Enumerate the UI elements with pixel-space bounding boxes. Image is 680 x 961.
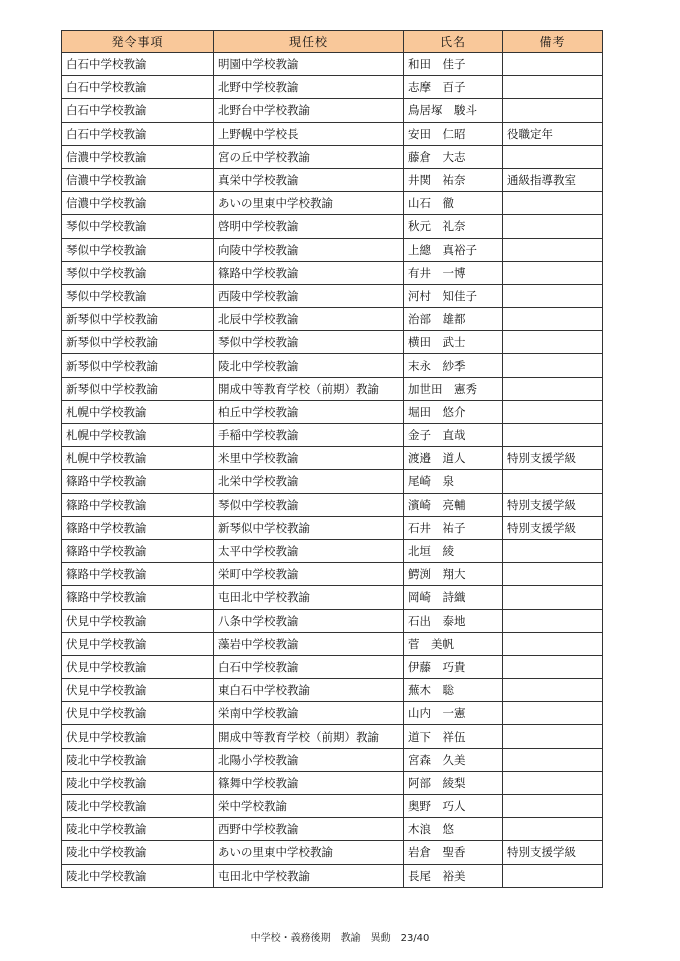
table-row — [62, 215, 603, 238]
table-row — [62, 702, 603, 725]
cell-name: 横田 武士 — [404, 331, 503, 354]
cell-remarks — [503, 539, 603, 562]
cell-assignment: 篠路中学校教諭 — [62, 516, 214, 539]
cell-remarks — [503, 748, 603, 771]
cell-name: 石井 祐子 — [404, 516, 503, 539]
cell-assignment: 信濃中学校教諭 — [62, 145, 214, 168]
cell-assignment: 陵北中学校教諭 — [62, 748, 214, 771]
cell-current-school: 篠舞中学校教諭 — [214, 771, 404, 794]
cell-current-school: 啓明中学校教諭 — [214, 215, 404, 238]
cell-remarks: 特別支援学級 — [503, 516, 603, 539]
table-row — [62, 563, 603, 586]
cell-assignment: 札幌中学校教諭 — [62, 447, 214, 470]
table-row — [62, 655, 603, 678]
cell-assignment: 伏見中学校教諭 — [62, 632, 214, 655]
cell-remarks — [503, 76, 603, 99]
cell-current-school: 柏丘中学校教諭 — [214, 400, 404, 423]
table-row — [62, 493, 603, 516]
cell-name: 宮森 久美 — [404, 748, 503, 771]
cell-current-school: あいの里東中学校教諭 — [214, 192, 404, 215]
cell-remarks — [503, 53, 603, 76]
cell-name: 有井 一博 — [404, 261, 503, 284]
cell-remarks — [503, 563, 603, 586]
table-row — [62, 331, 603, 354]
cell-remarks — [503, 145, 603, 168]
cell-remarks — [503, 192, 603, 215]
cell-name: 和田 佳子 — [404, 53, 503, 76]
table-row — [62, 818, 603, 841]
cell-assignment: 伏見中学校教諭 — [62, 679, 214, 702]
cell-current-school: あいの里東中学校教諭 — [214, 841, 404, 864]
cell-name: 山石 徹 — [404, 192, 503, 215]
cell-remarks — [503, 377, 603, 400]
cell-remarks — [503, 424, 603, 447]
cell-current-school: 藻岩中学校教諭 — [214, 632, 404, 655]
cell-remarks — [503, 238, 603, 261]
table-body — [62, 53, 603, 888]
cell-assignment: 琴似中学校教諭 — [62, 261, 214, 284]
cell-assignment: 新琴似中学校教諭 — [62, 331, 214, 354]
cell-assignment: 札幌中学校教諭 — [62, 424, 214, 447]
table-row — [62, 261, 603, 284]
cell-name: 尾崎 泉 — [404, 470, 503, 493]
cell-remarks — [503, 470, 603, 493]
cell-current-school: 屯田北中学校教諭 — [214, 864, 404, 887]
cell-current-school: 開成中等教育学校（前期）教諭 — [214, 377, 404, 400]
cell-assignment: 新琴似中学校教諭 — [62, 377, 214, 400]
cell-remarks — [503, 586, 603, 609]
cell-name: 上總 真裕子 — [404, 238, 503, 261]
table-row — [62, 284, 603, 307]
table-row — [62, 609, 603, 632]
cell-name: 金子 直哉 — [404, 424, 503, 447]
cell-name: 秋元 礼奈 — [404, 215, 503, 238]
personnel-table — [61, 30, 603, 888]
table-row — [62, 145, 603, 168]
cell-remarks — [503, 725, 603, 748]
cell-current-school: 手稲中学校教諭 — [214, 424, 404, 447]
cell-assignment: 伏見中学校教諭 — [62, 609, 214, 632]
cell-name: 堀田 悠介 — [404, 400, 503, 423]
cell-current-school: 篠路中学校教諭 — [214, 261, 404, 284]
cell-remarks: 役職定年 — [503, 122, 603, 145]
cell-remarks: 特別支援学級 — [503, 493, 603, 516]
cell-current-school: 東白石中学校教諭 — [214, 679, 404, 702]
page-footer: 中学校・義務後期 教諭 異動 23/40 — [250, 933, 430, 944]
cell-remarks — [503, 331, 603, 354]
cell-assignment: 伏見中学校教諭 — [62, 725, 214, 748]
table-row — [62, 748, 603, 771]
cell-remarks: 特別支援学級 — [503, 841, 603, 864]
cell-assignment: 篠路中学校教諭 — [62, 563, 214, 586]
table-row — [62, 632, 603, 655]
cell-remarks — [503, 99, 603, 122]
cell-remarks — [503, 400, 603, 423]
cell-current-school: 北陽小学校教諭 — [214, 748, 404, 771]
table-row — [62, 308, 603, 331]
cell-assignment: 新琴似中学校教諭 — [62, 354, 214, 377]
cell-name: 北垣 綾 — [404, 539, 503, 562]
cell-current-school: 新琴似中学校教諭 — [214, 516, 404, 539]
table-row — [62, 864, 603, 887]
cell-current-school: 琴似中学校教諭 — [214, 493, 404, 516]
cell-name: 道下 祥伍 — [404, 725, 503, 748]
table-row — [62, 424, 603, 447]
cell-assignment: 白石中学校教諭 — [62, 99, 214, 122]
cell-current-school: 栄南中学校教諭 — [214, 702, 404, 725]
cell-name: 加世田 憲秀 — [404, 377, 503, 400]
cell-remarks — [503, 261, 603, 284]
cell-assignment: 陵北中学校教諭 — [62, 818, 214, 841]
cell-current-school: 西陵中学校教諭 — [214, 284, 404, 307]
cell-assignment: 白石中学校教諭 — [62, 53, 214, 76]
table-row — [62, 168, 603, 191]
cell-remarks — [503, 818, 603, 841]
cell-name: 河村 知佳子 — [404, 284, 503, 307]
cell-remarks — [503, 215, 603, 238]
cell-remarks — [503, 864, 603, 887]
cell-current-school: 向陵中学校教諭 — [214, 238, 404, 261]
header-assignment: 発令事項 — [62, 31, 214, 53]
header-name: 氏名 — [404, 31, 503, 53]
header-remarks: 備考 — [503, 31, 603, 53]
cell-current-school: 明園中学校教諭 — [214, 53, 404, 76]
cell-remarks — [503, 702, 603, 725]
cell-assignment: 陵北中学校教諭 — [62, 771, 214, 794]
table-row — [62, 447, 603, 470]
cell-name: 伊藤 巧貴 — [404, 655, 503, 678]
cell-name: 岡崎 詩織 — [404, 586, 503, 609]
cell-assignment: 琴似中学校教諭 — [62, 284, 214, 307]
table-row — [62, 539, 603, 562]
cell-name: 藤倉 大志 — [404, 145, 503, 168]
cell-assignment: 白石中学校教諭 — [62, 122, 214, 145]
cell-remarks — [503, 632, 603, 655]
cell-assignment: 信濃中学校教諭 — [62, 192, 214, 215]
cell-name: 奥野 巧人 — [404, 795, 503, 818]
cell-remarks: 特別支援学級 — [503, 447, 603, 470]
cell-remarks — [503, 771, 603, 794]
cell-assignment: 篠路中学校教諭 — [62, 493, 214, 516]
cell-name: 長尾 裕美 — [404, 864, 503, 887]
cell-remarks — [503, 609, 603, 632]
table-row — [62, 377, 603, 400]
cell-current-school: 西野中学校教諭 — [214, 818, 404, 841]
cell-name: 鳥居塚 駿斗 — [404, 99, 503, 122]
cell-remarks — [503, 354, 603, 377]
cell-current-school: 八条中学校教諭 — [214, 609, 404, 632]
cell-name: 山内 一憲 — [404, 702, 503, 725]
cell-assignment: 白石中学校教諭 — [62, 76, 214, 99]
cell-name: 菅 美帆 — [404, 632, 503, 655]
cell-name: 濱崎 亮輔 — [404, 493, 503, 516]
cell-current-school: 栄町中学校教諭 — [214, 563, 404, 586]
cell-assignment: 信濃中学校教諭 — [62, 168, 214, 191]
table-row — [62, 400, 603, 423]
cell-assignment: 篠路中学校教諭 — [62, 539, 214, 562]
cell-name: 蕪木 聡 — [404, 679, 503, 702]
table-row — [62, 771, 603, 794]
cell-assignment: 琴似中学校教諭 — [62, 238, 214, 261]
cell-current-school: 米里中学校教諭 — [214, 447, 404, 470]
cell-assignment: 陵北中学校教諭 — [62, 841, 214, 864]
cell-remarks — [503, 655, 603, 678]
cell-assignment: 琴似中学校教諭 — [62, 215, 214, 238]
cell-name: 岩倉 聖香 — [404, 841, 503, 864]
cell-assignment: 篠路中学校教諭 — [62, 586, 214, 609]
cell-name: 木浪 悠 — [404, 818, 503, 841]
cell-remarks — [503, 284, 603, 307]
cell-current-school: 真栄中学校教諭 — [214, 168, 404, 191]
cell-name: 渡邉 道人 — [404, 447, 503, 470]
cell-current-school: 上野幌中学校長 — [214, 122, 404, 145]
cell-name: 志摩 百子 — [404, 76, 503, 99]
cell-remarks — [503, 308, 603, 331]
cell-name: 末永 紗季 — [404, 354, 503, 377]
cell-current-school: 北栄中学校教諭 — [214, 470, 404, 493]
cell-current-school: 北辰中学校教諭 — [214, 308, 404, 331]
cell-name: 井関 祐奈 — [404, 168, 503, 191]
table-row — [62, 238, 603, 261]
table-row — [62, 122, 603, 145]
cell-assignment: 伏見中学校教諭 — [62, 655, 214, 678]
cell-remarks — [503, 795, 603, 818]
table-row — [62, 679, 603, 702]
table-row — [62, 795, 603, 818]
cell-assignment: 篠路中学校教諭 — [62, 470, 214, 493]
table-row — [62, 76, 603, 99]
table-row — [62, 841, 603, 864]
table-row — [62, 354, 603, 377]
cell-current-school: 琴似中学校教諭 — [214, 331, 404, 354]
header-current-school: 現任校 — [214, 31, 404, 53]
cell-current-school: 太平中学校教諭 — [214, 539, 404, 562]
cell-remarks — [503, 679, 603, 702]
cell-assignment: 伏見中学校教諭 — [62, 702, 214, 725]
cell-assignment: 札幌中学校教諭 — [62, 400, 214, 423]
table-row — [62, 470, 603, 493]
table-row — [62, 53, 603, 76]
table-row — [62, 192, 603, 215]
cell-current-school: 北野中学校教諭 — [214, 76, 404, 99]
cell-name: 鰐渕 翔大 — [404, 563, 503, 586]
cell-current-school: 栄中学校教諭 — [214, 795, 404, 818]
cell-current-school: 屯田北中学校教諭 — [214, 586, 404, 609]
table-row — [62, 516, 603, 539]
cell-current-school: 開成中等教育学校（前期）教諭 — [214, 725, 404, 748]
cell-assignment: 新琴似中学校教諭 — [62, 308, 214, 331]
cell-assignment: 陵北中学校教諭 — [62, 864, 214, 887]
cell-current-school: 宮の丘中学校教諭 — [214, 145, 404, 168]
table-row — [62, 586, 603, 609]
table-row — [62, 99, 603, 122]
header-row — [62, 31, 603, 53]
cell-current-school: 白石中学校教諭 — [214, 655, 404, 678]
table-row — [62, 725, 603, 748]
cell-name: 阿部 綾梨 — [404, 771, 503, 794]
cell-current-school: 陵北中学校教諭 — [214, 354, 404, 377]
cell-name: 安田 仁昭 — [404, 122, 503, 145]
cell-name: 石出 泰地 — [404, 609, 503, 632]
cell-assignment: 陵北中学校教諭 — [62, 795, 214, 818]
cell-remarks: 通級指導教室 — [503, 168, 603, 191]
cell-name: 治部 雄都 — [404, 308, 503, 331]
cell-current-school: 北野台中学校教諭 — [214, 99, 404, 122]
